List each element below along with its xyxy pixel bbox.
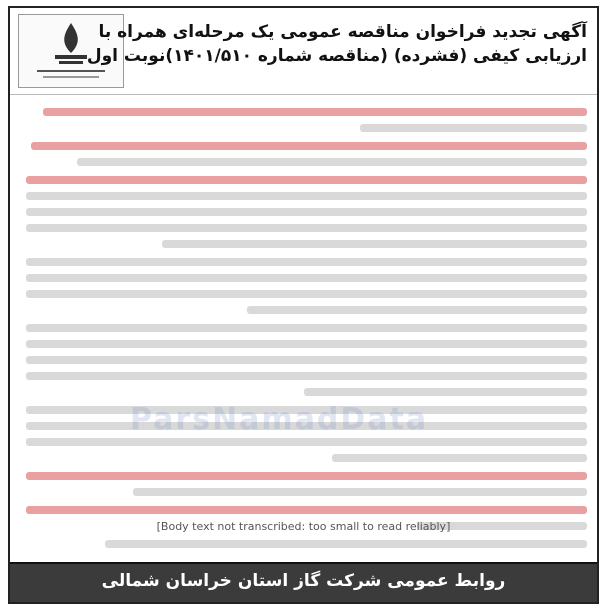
title-line-2: ارزیابی کیفی (فشرده) (مناقصه شماره ۱۴۰۱/۵۱۰)نوبت اول — [86, 46, 587, 66]
ad-header — [10, 8, 597, 95]
body-line — [43, 108, 587, 116]
body-line — [26, 224, 587, 232]
watermark: ParsNamadData — [130, 402, 429, 437]
ad-body-placeholder — [20, 102, 587, 557]
transcription-note: [Body text not transcribed: too small to read reliably] — [156, 520, 451, 533]
title-line-1: آگهی تجدید فراخوان مناقصه عمومی یک مرحله‌ای همراه با — [98, 22, 587, 42]
body-line — [133, 488, 587, 496]
body-line — [26, 372, 587, 380]
body-line — [26, 192, 587, 200]
tender-advertisement — [8, 6, 599, 604]
body-line — [31, 142, 587, 150]
body-line — [26, 290, 587, 298]
body-line — [26, 506, 587, 514]
footer-text: روابط عمومی شرکت گاز استان خراسان شمالی — [101, 571, 506, 591]
body-line — [26, 274, 587, 282]
body-line — [105, 540, 587, 548]
body-line — [247, 306, 587, 314]
body-line — [26, 438, 587, 446]
body-line — [304, 388, 588, 396]
body-line — [26, 208, 587, 216]
body-line — [26, 324, 587, 332]
body-line — [26, 356, 587, 364]
body-line — [77, 158, 587, 166]
body-line — [26, 340, 587, 348]
body-line — [26, 258, 587, 266]
ad-title — [86, 20, 587, 68]
body-line — [26, 176, 587, 184]
body-line — [332, 454, 587, 462]
ad-footer — [10, 562, 597, 602]
body-line — [162, 240, 587, 248]
body-line — [26, 472, 587, 480]
body-line — [360, 124, 587, 132]
